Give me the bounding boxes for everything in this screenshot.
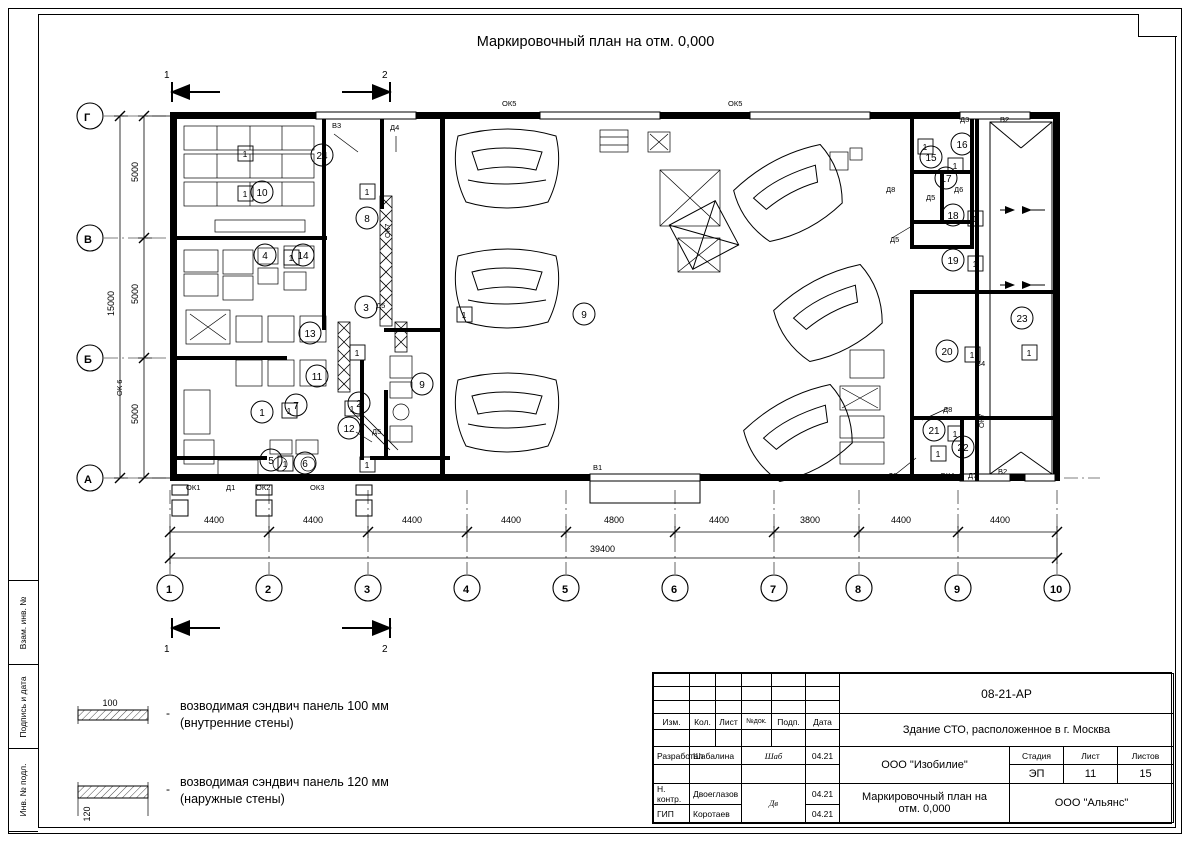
legend-symbol-120 <box>70 772 160 822</box>
svg-text:8: 8 <box>855 584 862 596</box>
svg-text:13: 13 <box>304 329 316 340</box>
tb-col-list: Лист <box>716 714 742 730</box>
svg-text:Д1: Д1 <box>226 483 236 492</box>
tb-name-2: Коротаев <box>690 805 742 823</box>
svg-text:5: 5 <box>268 456 274 467</box>
svg-text:1: 1 <box>166 584 173 596</box>
tb-name-0: Шабалина <box>690 746 742 764</box>
tb-drawing-name <box>840 783 1010 822</box>
tb-blank <box>742 674 772 687</box>
svg-text:ОК5: ОК5 <box>728 99 743 108</box>
svg-text:Д5: Д5 <box>926 193 936 202</box>
svg-text:ОК2: ОК2 <box>256 483 271 492</box>
svg-text:4400: 4400 <box>709 515 730 525</box>
svg-text:16: 16 <box>956 140 968 151</box>
left-margin-label: Инв. № подл. <box>18 763 28 817</box>
svg-text:22: 22 <box>957 443 969 454</box>
svg-text:4800: 4800 <box>604 515 625 525</box>
legend-text-100 <box>180 698 389 732</box>
svg-text:8: 8 <box>364 214 370 225</box>
svg-text:ОК7: ОК7 <box>977 413 986 428</box>
svg-text:1: 1 <box>259 408 265 419</box>
svg-text:1: 1 <box>349 404 355 414</box>
tb-project-code: 08-21-АР <box>840 674 1174 714</box>
svg-text:ОК4: ОК4 <box>940 471 955 480</box>
tb-drawing-name-line2: отм. 0,000 <box>898 802 951 815</box>
svg-text:6: 6 <box>302 459 308 470</box>
tb-drawing-name-line1: Маркировочный план на <box>861 790 988 803</box>
axis-label-a: А <box>84 474 92 486</box>
svg-text:ОК 6: ОК 6 <box>115 379 124 396</box>
axis-label-b: Б <box>84 354 92 366</box>
svg-text:5000: 5000 <box>130 283 140 304</box>
svg-text:9: 9 <box>419 380 425 391</box>
svg-text:5000: 5000 <box>130 403 140 424</box>
tb-blank <box>716 687 742 700</box>
tb-blank <box>772 730 806 746</box>
svg-text:7: 7 <box>770 584 777 596</box>
svg-text:В3: В3 <box>332 121 342 130</box>
legend-dim-100: 100 <box>102 698 118 708</box>
svg-text:1: 1 <box>282 459 288 469</box>
svg-text:Д5: Д5 <box>372 427 382 436</box>
tb-signature-0: Шаб <box>742 746 806 764</box>
svg-text:12: 12 <box>343 424 355 435</box>
svg-text:21: 21 <box>928 426 940 437</box>
tb-stage-value: ЭП <box>1010 765 1064 783</box>
svg-text:18: 18 <box>947 211 959 222</box>
svg-text:9: 9 <box>581 310 587 321</box>
tb-col-izm: Изм. <box>654 714 690 730</box>
svg-text:1: 1 <box>164 70 170 81</box>
svg-text:10: 10 <box>1050 584 1063 596</box>
tb-blank <box>716 674 742 687</box>
left-margin-column <box>8 580 38 832</box>
tb-blank <box>772 687 806 700</box>
svg-text:11: 11 <box>311 372 323 383</box>
page-title: Маркировочный план на отм. 0,000 <box>476 34 715 50</box>
svg-text:1: 1 <box>288 253 294 263</box>
tb-date-2: 04.21 <box>806 805 840 823</box>
tb-blank <box>654 687 690 700</box>
svg-text:1: 1 <box>364 460 370 470</box>
svg-text:5000: 5000 <box>130 161 140 182</box>
tb-blank <box>806 730 840 746</box>
svg-text:1: 1 <box>286 406 292 416</box>
svg-text:1: 1 <box>952 161 958 171</box>
legend-line1: возводимая сэндвич панель 120 мм <box>180 775 389 789</box>
axis-label-v: В <box>84 234 92 246</box>
tb-blank <box>772 700 806 713</box>
tb-blank <box>654 700 690 713</box>
svg-text:4400: 4400 <box>891 515 912 525</box>
tb-blank <box>690 674 716 687</box>
svg-text:17: 17 <box>940 174 952 185</box>
dim-total: 39400 <box>590 544 616 554</box>
legend-line2: (внутренние стены) <box>180 716 294 730</box>
svg-text:9: 9 <box>954 584 961 596</box>
svg-text:3: 3 <box>364 584 371 596</box>
svg-text:4400: 4400 <box>303 515 324 525</box>
tb-sheets-head: Листов <box>1118 746 1174 764</box>
svg-text:15000: 15000 <box>106 290 116 316</box>
tb-designer: ООО "Альянс" <box>1010 783 1174 822</box>
tb-blank <box>654 674 690 687</box>
legend-row <box>70 690 590 748</box>
tb-stage-head: Стадия <box>1010 746 1064 764</box>
svg-text:Д5: Д5 <box>890 235 900 244</box>
svg-text:7: 7 <box>293 401 299 412</box>
tb-col-podp: Подп. <box>772 714 806 730</box>
svg-text:2: 2 <box>382 644 388 655</box>
svg-text:1: 1 <box>969 350 975 360</box>
svg-text:Д3: Д3 <box>960 115 970 124</box>
tb-blank <box>742 730 772 746</box>
legend-line2: (наружные стены) <box>180 792 285 806</box>
tb-date-0: 04.21 <box>806 746 840 764</box>
svg-text:1: 1 <box>935 449 941 459</box>
floor-plan <box>60 60 1140 655</box>
tb-name-1: Двоеглазов <box>690 783 742 805</box>
svg-text:23: 23 <box>1016 314 1028 325</box>
left-margin-cell-0 <box>8 580 38 664</box>
svg-text:6: 6 <box>671 584 678 596</box>
svg-text:4: 4 <box>262 251 268 262</box>
tb-col-data: Дата <box>806 714 840 730</box>
svg-text:4400: 4400 <box>990 515 1011 525</box>
tb-blank <box>716 730 742 746</box>
tb-customer: ООО "Изобилие" <box>840 746 1010 783</box>
svg-text:4400: 4400 <box>402 515 423 525</box>
tb-sheet-head: Лист <box>1064 746 1118 764</box>
tb-blank <box>690 687 716 700</box>
tb-blank <box>806 700 840 713</box>
tb-sheet-value: 11 <box>1064 765 1118 783</box>
legend-dash: - <box>166 706 170 720</box>
svg-text:2: 2 <box>265 584 272 596</box>
tb-blank <box>716 700 742 713</box>
floor-plan-svg <box>60 60 1140 655</box>
left-margin-cell-2 <box>8 748 38 832</box>
left-margin-label: Подпись и дата <box>18 675 28 738</box>
legend-symbol-100 <box>70 696 160 736</box>
svg-text:Д5: Д5 <box>376 301 386 310</box>
legend-text-120 <box>180 774 389 808</box>
legend-line1: возводимая сэндвич панель 100 мм <box>180 699 389 713</box>
tb-sheets-value: 15 <box>1118 765 1174 783</box>
svg-text:ОК7: ОК7 <box>383 223 392 238</box>
svg-text:10: 10 <box>256 188 268 199</box>
svg-text:Д8: Д8 <box>886 185 896 194</box>
tb-blank <box>690 730 716 746</box>
svg-text:1: 1 <box>461 310 467 320</box>
tb-blank <box>742 700 772 713</box>
tb-blank <box>654 730 690 746</box>
tb-blank <box>690 765 742 783</box>
title-block <box>652 672 1172 824</box>
svg-text:24: 24 <box>316 151 328 162</box>
svg-text:В1: В1 <box>593 463 603 472</box>
svg-text:В4: В4 <box>976 359 986 368</box>
axis-label-g: Г <box>84 112 91 124</box>
svg-text:1: 1 <box>242 189 248 199</box>
svg-text:2: 2 <box>382 70 388 81</box>
svg-text:1: 1 <box>972 214 978 224</box>
left-margin-label: Взам. инв. № <box>18 596 28 649</box>
svg-text:4: 4 <box>463 584 470 596</box>
svg-text:1: 1 <box>922 142 928 152</box>
svg-text:ОК3: ОК3 <box>310 483 325 492</box>
tb-blank <box>806 765 840 783</box>
tb-date-1: 04.21 <box>806 783 840 805</box>
svg-text:В2: В2 <box>1000 115 1010 124</box>
legend-row <box>70 770 590 828</box>
tb-blank <box>654 765 690 783</box>
tb-blank <box>742 687 772 700</box>
legend-dim-120: 120 <box>82 806 92 822</box>
svg-text:1: 1 <box>972 259 978 269</box>
tb-blank <box>742 765 806 783</box>
left-margin-cell-1 <box>8 664 38 748</box>
svg-text:1: 1 <box>364 187 370 197</box>
tb-blank <box>806 687 840 700</box>
tb-blank <box>772 674 806 687</box>
svg-text:5: 5 <box>562 584 569 596</box>
tb-blank <box>806 674 840 687</box>
svg-text:14: 14 <box>297 251 309 262</box>
svg-text:1: 1 <box>164 644 170 655</box>
legend-dash: - <box>166 782 170 796</box>
tb-role-2: ГИП <box>654 805 690 823</box>
legend <box>70 690 590 828</box>
svg-text:4400: 4400 <box>501 515 522 525</box>
tb-signature-1: Дв <box>742 783 806 822</box>
svg-text:19: 19 <box>947 256 959 267</box>
svg-text:Д6: Д6 <box>954 185 964 194</box>
tb-role-1: Н. контр. <box>654 783 690 805</box>
svg-text:1: 1 <box>1026 348 1032 358</box>
tb-blank <box>690 700 716 713</box>
svg-text:1: 1 <box>242 149 248 159</box>
svg-text:Д4: Д4 <box>390 123 400 132</box>
svg-text:20: 20 <box>941 347 953 358</box>
svg-text:Д2: Д2 <box>888 471 898 480</box>
svg-text:1: 1 <box>952 429 958 439</box>
tb-col-ndok: №док. <box>742 714 772 730</box>
svg-text:3: 3 <box>363 303 369 314</box>
svg-text:1: 1 <box>354 348 360 358</box>
svg-text:Д7: Д7 <box>968 471 978 480</box>
tb-role-0: Разработал <box>654 746 690 764</box>
svg-text:2: 2 <box>356 399 362 410</box>
svg-text:4400: 4400 <box>204 515 225 525</box>
svg-text:15: 15 <box>925 153 937 164</box>
svg-text:ОК5: ОК5 <box>502 99 517 108</box>
svg-text:ОК1: ОК1 <box>186 483 201 492</box>
tb-object-name: Здание СТО, расположенное в г. Москва <box>840 714 1174 747</box>
svg-text:В2: В2 <box>998 467 1008 476</box>
svg-text:3800: 3800 <box>800 515 821 525</box>
svg-text:Д8: Д8 <box>943 405 953 414</box>
tb-col-kol: Кол. <box>690 714 716 730</box>
